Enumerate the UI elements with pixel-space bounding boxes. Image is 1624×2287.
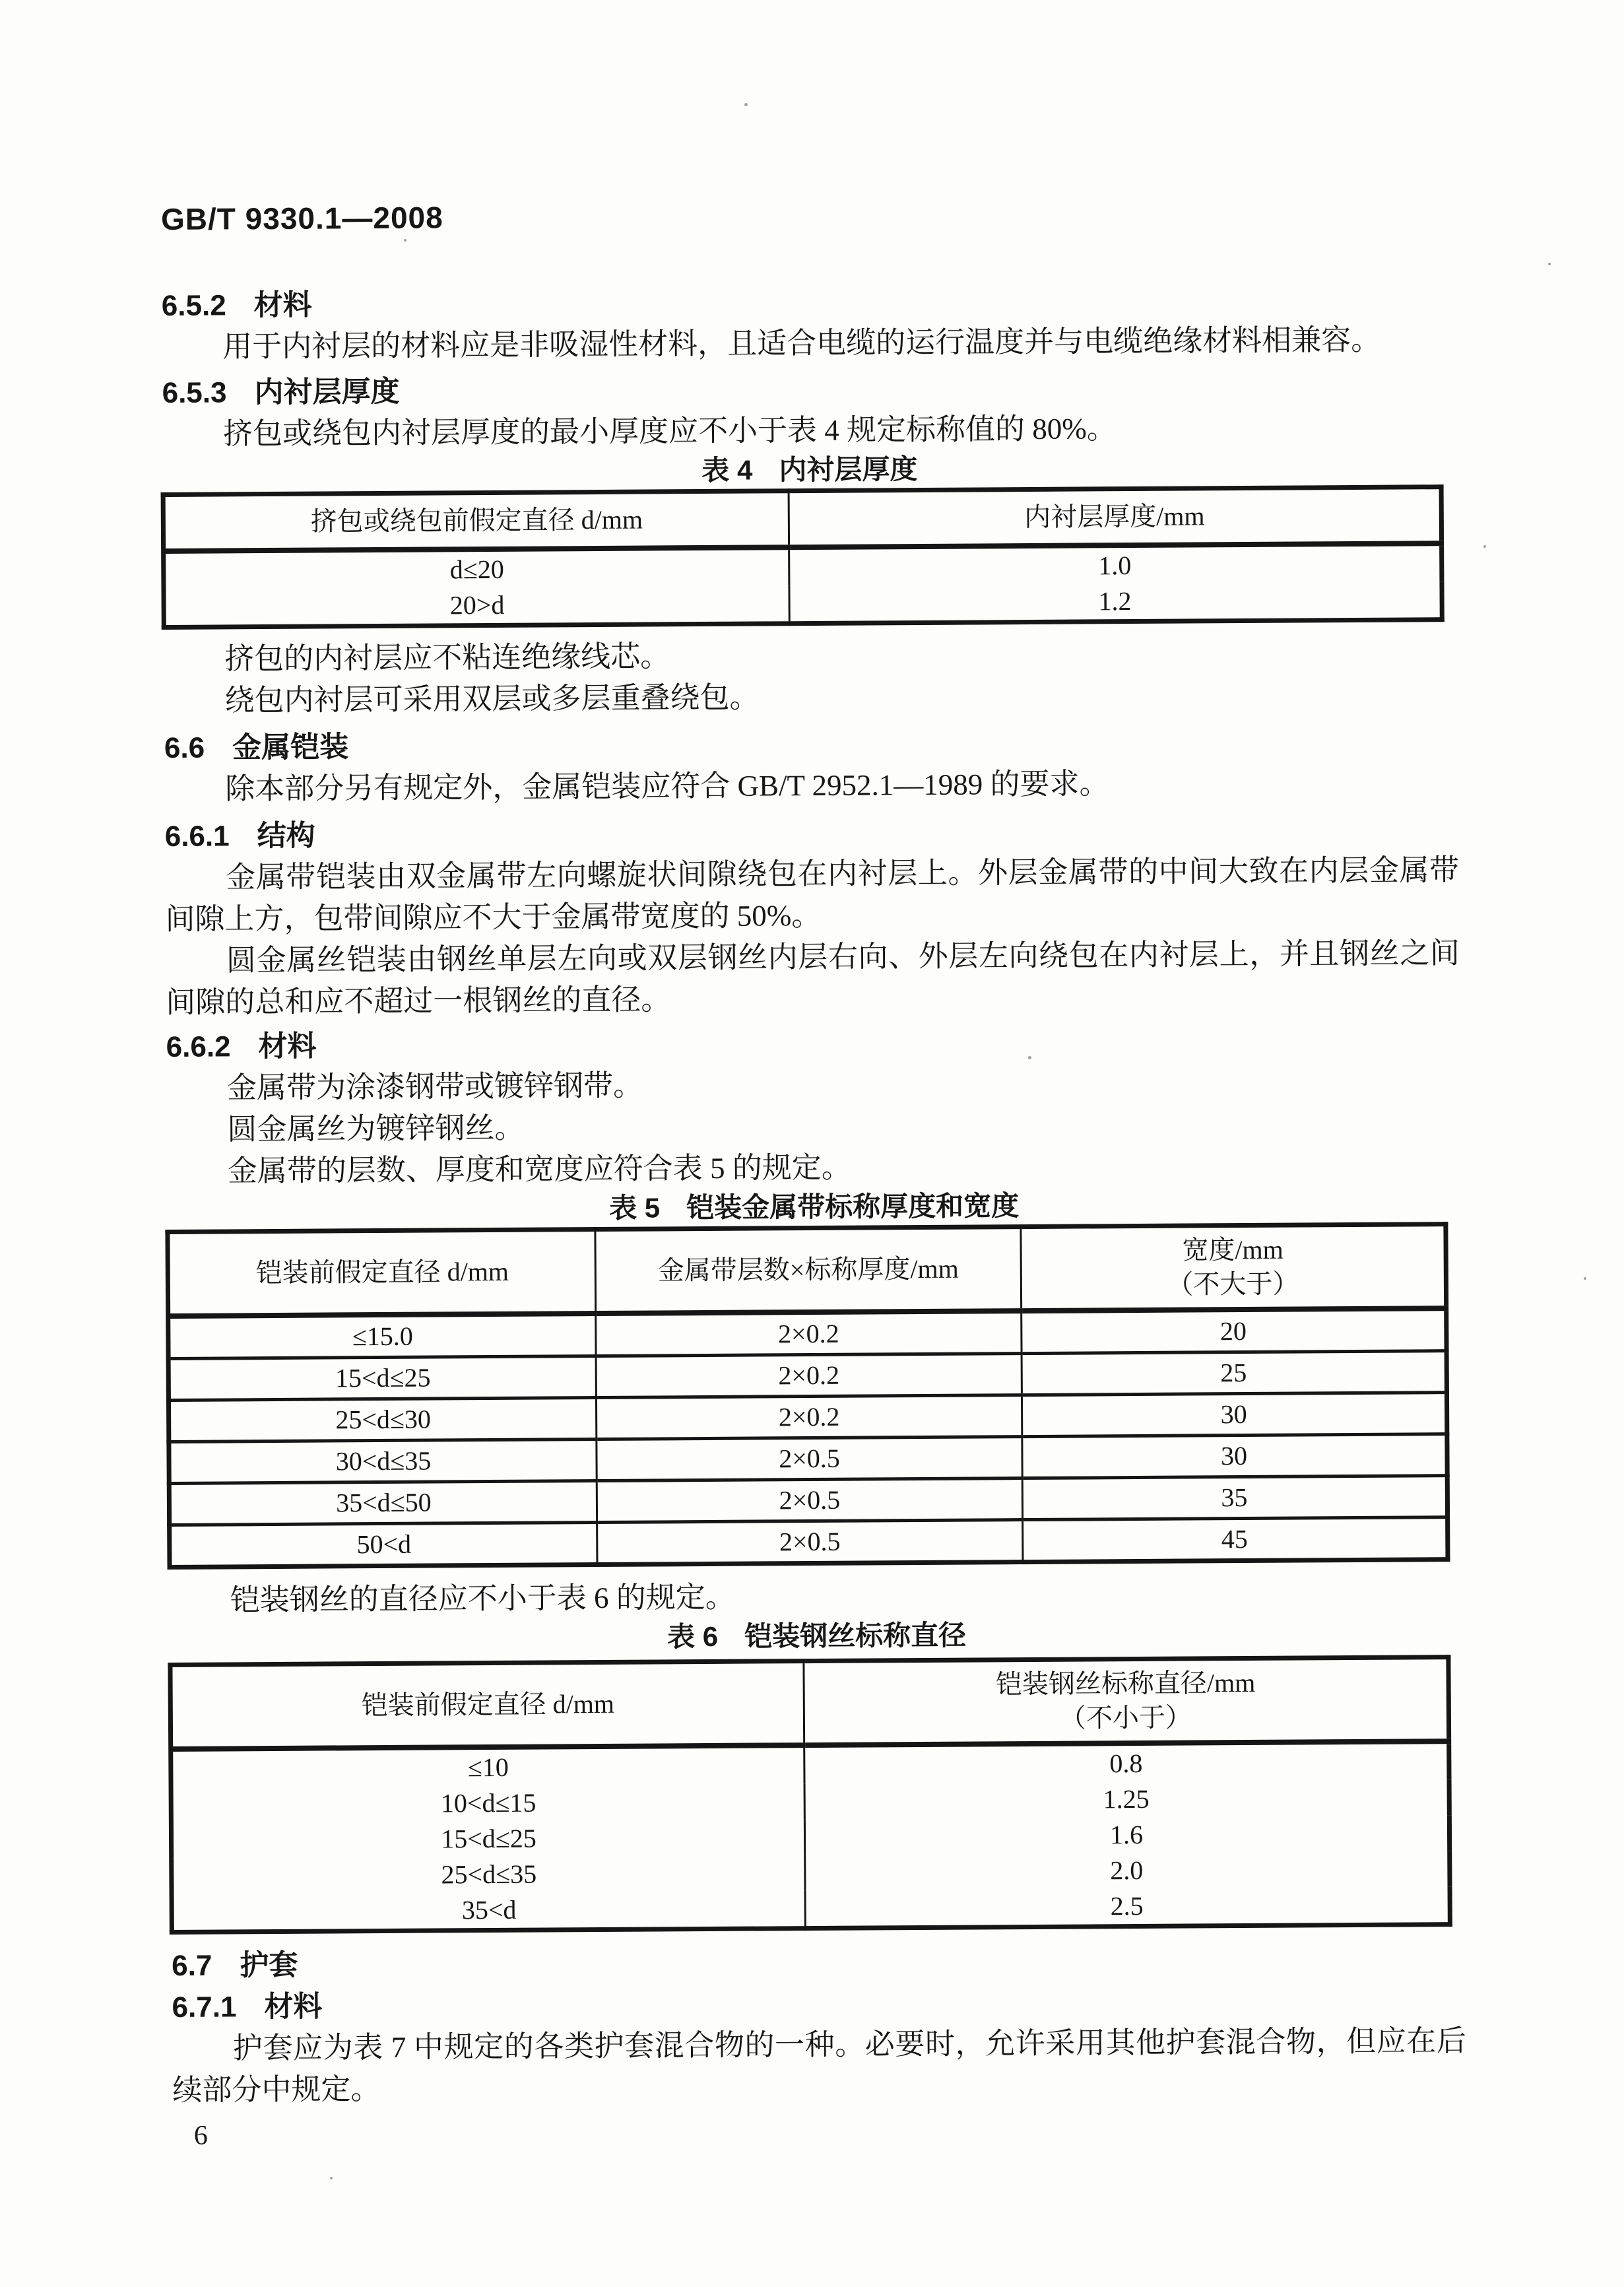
paragraph-tape-material: 金属带为涂漆钢带或镀锌钢带。 — [226, 1069, 643, 1105]
t6-header-wire-line1: 铠装钢丝标称直径/mm — [995, 1667, 1256, 1700]
standard-code: GB/T 9330.1—2008 — [160, 200, 443, 237]
section-heading-6-5-2 — [162, 277, 1456, 327]
t5-r2c1: 2×0.2 — [596, 1395, 1022, 1440]
t5-r0c2: 20 — [1022, 1308, 1446, 1353]
table6-caption — [170, 1614, 1464, 1659]
t6-r2c0: 15<d≤25 — [441, 1823, 536, 1854]
t5-r3c2: 30 — [1022, 1434, 1447, 1478]
paragraph-wire-diameter-reference: 铠装钢丝的直径应不小于表 6 的规定。 — [230, 1580, 735, 1617]
table-row — [164, 581, 1442, 627]
t5-r4c2: 35 — [1022, 1476, 1447, 1520]
section-title: 材料 — [258, 1030, 317, 1063]
t5-header-width-line2: （不大于） — [1167, 1269, 1299, 1300]
t6-r2c1: 1.6 — [804, 1815, 1449, 1855]
paragraph-extruded-lining-note: 挤包的内衬层应不粘连绝缘线芯。 — [224, 640, 670, 676]
t5-r3c0: 30<d≤35 — [169, 1440, 597, 1484]
table-header-row — [168, 1224, 1446, 1316]
table6-caption-title: 铠装钢丝标称直径 — [744, 1619, 967, 1652]
t5-r4c1: 2×0.5 — [597, 1478, 1022, 1523]
section-heading-6-5-3 — [162, 364, 1456, 414]
scan-speck — [1584, 1277, 1586, 1280]
t4-header-thickness: 内衬层厚度/mm — [789, 487, 1442, 548]
section-title: 金属铠装 — [232, 731, 349, 764]
t6-header-wire-diameter — [804, 1657, 1449, 1745]
t5-r5c1: 2×0.5 — [597, 1520, 1023, 1565]
table4-caption-title: 内衬层厚度 — [779, 453, 918, 486]
table-row — [168, 1351, 1446, 1401]
scan-speck — [1028, 1056, 1031, 1059]
section-title: 结构 — [257, 819, 315, 853]
scan-speck — [404, 239, 406, 242]
t6-r3c0: 25<d≤35 — [441, 1859, 537, 1890]
table5-caption-label: 表 5 — [609, 1192, 661, 1224]
section-number: 6.5.3 — [162, 376, 227, 410]
t5-r3c1: 2×0.5 — [597, 1437, 1022, 1481]
scan-speck — [744, 103, 748, 106]
t6-r0c0: ≤10 — [467, 1752, 509, 1783]
section-title: 内衬层厚度 — [254, 375, 400, 409]
t6-r1c0: 10<d≤15 — [440, 1787, 536, 1818]
section-number: 6.6.2 — [166, 1030, 231, 1063]
section-number: 6.7 — [172, 1949, 212, 1982]
t6-r1c1: 1.25 — [804, 1779, 1449, 1819]
paragraph-lining-thickness-requirement: 挤包或绕包内衬层厚度的最小厚度应不小于表 4 规定标称值的 80%。 — [222, 412, 1117, 451]
t5-header-width-line1: 宽度/mm — [1182, 1234, 1283, 1265]
section-number: 6.5.2 — [161, 289, 226, 323]
t5-r2c2: 30 — [1022, 1393, 1446, 1437]
t6-r4c1: 2.5 — [805, 1886, 1450, 1928]
t5-r0c1: 2×0.2 — [596, 1311, 1022, 1356]
scan-speck — [330, 2177, 333, 2179]
t4-r1c0: 20>d — [449, 589, 505, 620]
t6-r4c0: 35<d — [461, 1894, 517, 1925]
paragraph-lining-material-requirement: 用于内衬层的材料应是非吸湿性材料，且适合电缆的运行温度并与电缆绝缘材料相兼容。 — [222, 323, 1381, 364]
paragraph-tape-armour-structure: 金属带铠装由双金属带左向螺旋状间隙绕包在内衬层上。外层金属带的中间大致在内层金属带间隙上方，包带间隙应不大于金属带宽度的 50%。 — [165, 853, 1460, 936]
section-heading-6-7 — [172, 1937, 1466, 1987]
table-5-armour-tape-thickness-width — [165, 1222, 1450, 1570]
paragraph-tape-dimensions-reference: 金属带的层数、厚度和宽度应符合表 5 的规定。 — [227, 1150, 852, 1188]
table-row — [172, 1886, 1450, 1932]
t5-r2c0: 25<d≤30 — [168, 1398, 596, 1442]
section-number: 6.6.1 — [164, 820, 230, 853]
t6-r0c1: 0.8 — [804, 1741, 1449, 1783]
section-heading-6-6 — [164, 719, 1458, 769]
section-title: 护套 — [240, 1948, 298, 1982]
t5-r0c0: ≤15.0 — [352, 1321, 413, 1352]
table-row — [169, 1476, 1447, 1525]
page-number: 6 — [193, 2120, 208, 2151]
t5-r1c0: 15<d≤25 — [168, 1356, 596, 1401]
t4-header-diameter: 挤包或绕包前假定直径 d/mm — [163, 491, 789, 551]
paragraph-wire-armour-structure: 圆金属丝铠装由钢丝单层左向或双层钢丝内层右向、外层左向绕包在内衬层上，并且钢丝之间间隙的总和应不超过一根钢丝的直径。 — [166, 937, 1460, 1019]
scan-speck — [1483, 545, 1486, 548]
t5-header-layers-thickness: 金属带层数×标称厚度/mm — [595, 1227, 1022, 1313]
section-heading-6-7-1 — [172, 1979, 1466, 2028]
t6-header-wire-line2: （不小于） — [1059, 1702, 1192, 1733]
table-header-row — [170, 1657, 1449, 1749]
table-row — [170, 1517, 1448, 1568]
t5-header-width — [1021, 1224, 1446, 1311]
paragraph-armour-standard-reference: 除本部分另有规定外，金属铠装应符合 GB/T 2952.1—1989 的要求。 — [225, 767, 1109, 806]
table-header-row — [163, 487, 1441, 551]
table-row — [168, 1393, 1446, 1442]
table-row — [168, 1308, 1446, 1358]
section-title: 材料 — [264, 1990, 323, 2024]
table-4-inner-lining-thickness — [161, 484, 1445, 630]
section-number: 6.6 — [164, 731, 205, 764]
t4-r0c0: d≤20 — [449, 554, 504, 585]
paragraph-wire-material: 圆金属丝为镀锌钢丝。 — [227, 1111, 525, 1146]
paragraph-wrapped-lining-note: 绕包内衬层可采用双层或多层重叠绕包。 — [224, 680, 760, 717]
t5-header-diameter: 铠装前假定直径 d/mm — [168, 1230, 596, 1316]
section-number: 6.7.1 — [172, 1991, 237, 2024]
t6-header-diameter: 铠装前假定直径 d/mm — [170, 1661, 804, 1749]
table5-caption-title: 铠装金属带标称厚度和宽度 — [686, 1190, 1020, 1224]
paragraph-sheath-material-requirement: 护套应为表 7 中规定的各类护套混合物的一种。必要时，允许采用其他护套混合物，但应在后续部分中规定。 — [172, 2024, 1467, 2107]
t5-r4c0: 35<d≤50 — [169, 1481, 597, 1525]
t6-r3c1: 2.0 — [805, 1851, 1450, 1890]
t5-r1c2: 25 — [1022, 1351, 1446, 1395]
table4-caption-label: 表 4 — [701, 454, 753, 486]
section-title: 材料 — [253, 288, 312, 322]
scan-speck — [1548, 263, 1551, 265]
t4-r1c1: 1.2 — [789, 581, 1442, 624]
section-heading-6-6-2 — [166, 1018, 1460, 1068]
table6-caption-label: 表 6 — [666, 1620, 719, 1653]
table-row — [169, 1434, 1447, 1484]
t5-r5c2: 45 — [1023, 1517, 1448, 1562]
t5-r1c1: 2×0.2 — [596, 1354, 1022, 1398]
section-heading-6-6-1 — [165, 808, 1459, 857]
table-6-armour-wire-diameter — [168, 1655, 1452, 1935]
t4-r0c1: 1.0 — [789, 543, 1442, 585]
t5-r5c0: 50<d — [170, 1523, 597, 1568]
